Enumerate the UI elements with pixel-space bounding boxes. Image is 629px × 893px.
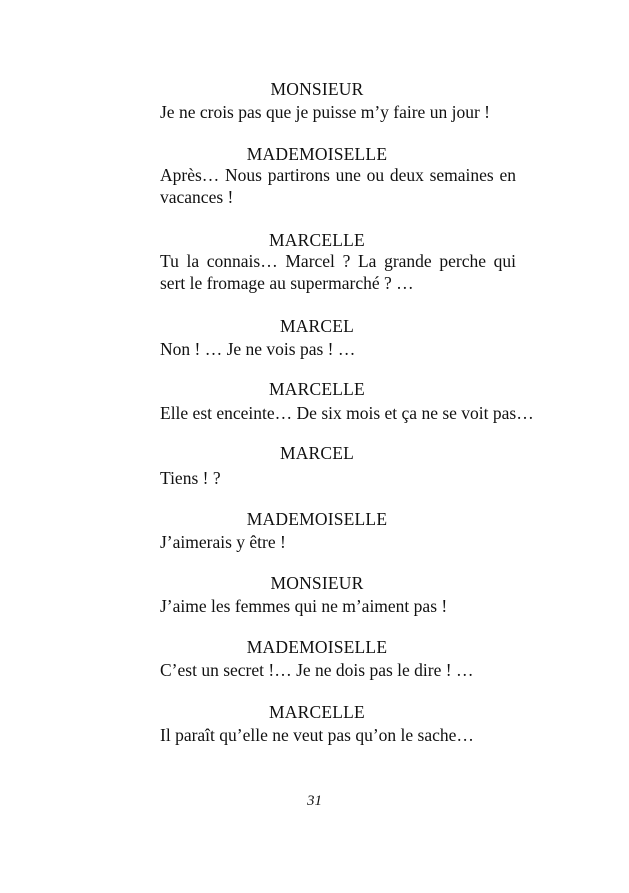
dialogue-line: J’aime les femmes qui ne m’aiment pas ! [160,596,448,616]
dialogue-line: Elle est enceinte… De six mois et ça ne se voit pas… [160,403,534,423]
speaker-name: MARCELLE [269,702,365,722]
dialogue-line: Non ! … Je ne vois pas ! … [160,339,356,359]
dialogue-line: Après… Nous partirons une ou deux semaines en vacances ! [160,165,516,207]
dialogue-line: Il paraît qu’elle ne veut pas qu’on le sache… [160,725,474,745]
dialogue-line: Tu la connais… Marcel ? La grande perche qui sert le fromage au supermarché ? … [160,251,516,293]
speaker-name: MARCEL [279,443,355,463]
speaker-name: MARCEL [279,316,355,336]
page-number: 31 [307,793,322,809]
speaker-name: MONSIEUR [270,573,364,593]
speaker-name: MADEMOISELLE [246,509,388,529]
speaker-name: MONSIEUR [270,79,364,99]
speaker-name: MARCELLE [269,230,365,250]
dialogue-line: C’est un secret !… Je ne dois pas le dire ! … [160,660,474,680]
dialogue-line: Tiens ! ? [160,468,221,488]
speaker-name: MADEMOISELLE [246,144,388,164]
speaker-name: MARCELLE [269,379,365,399]
dialogue-line: Je ne crois pas que je puisse m’y faire un jour ! [160,102,490,122]
dialogue-line: J’aimerais y être ! [160,532,286,552]
speaker-name: MADEMOISELLE [246,637,388,657]
